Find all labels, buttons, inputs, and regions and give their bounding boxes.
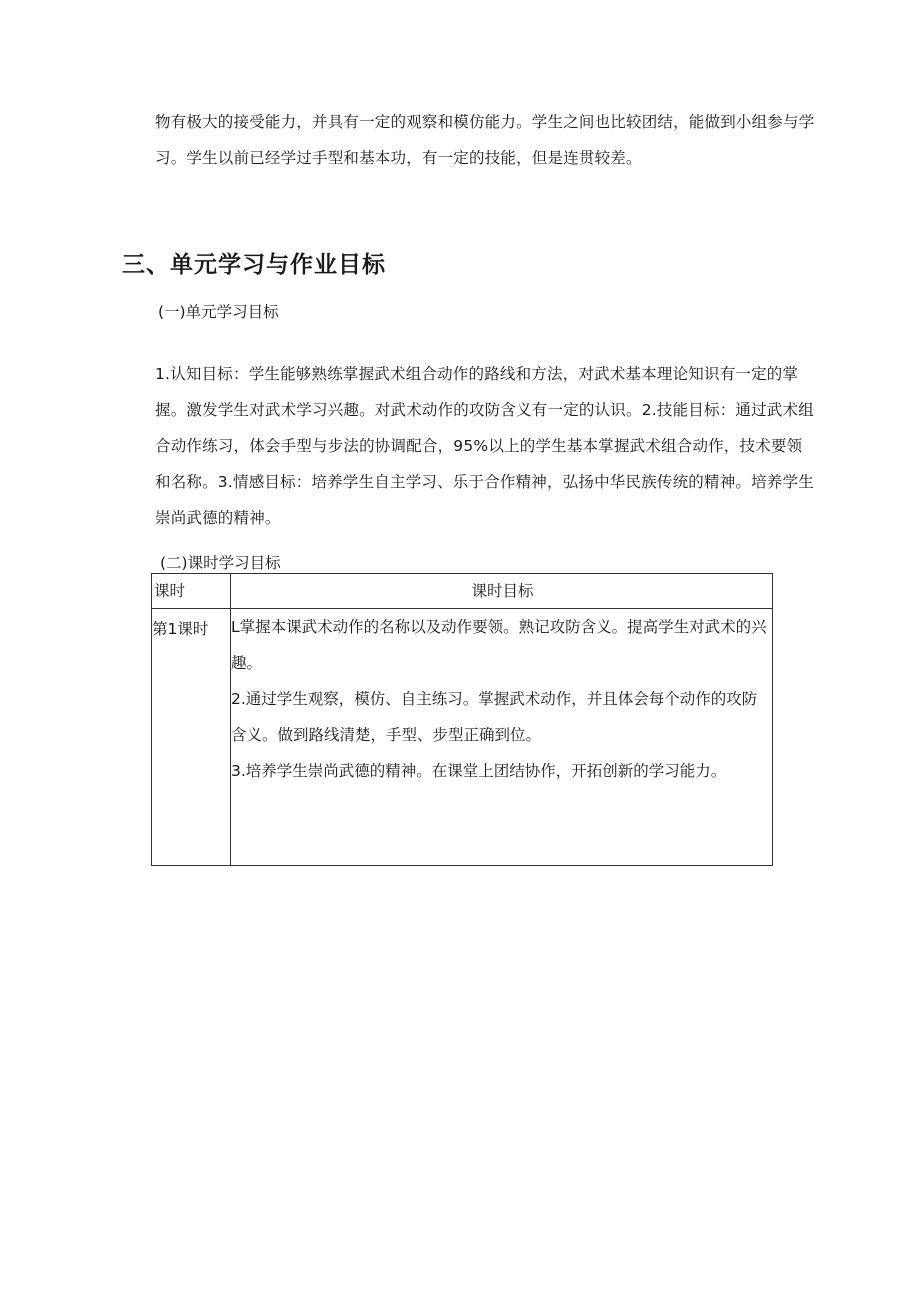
unit-goals-paragraph: 1.认知目标：学生能够熟练掌握武术组合动作的路线和方法，对武术基本理论知识有一定的掌握。激发学生对武术学习兴趣。对武术动作的攻防含义有一定的认识。2.技能目标：通过武术组合动作练习，体会手型与步法的协调配合，95%以上的学生基本掌握武术组合动作，技术要领和名称。3.情感目标：培养学生自主学习、乐于合作精神，弘扬中华民族传统的精神。培养学生崇尚武德的精神。	[155, 365, 814, 527]
goal-item: L掌握本课武术动作的名称以及动作要领。熟记攻防含义。提高学生对武术的兴趣。	[231, 618, 767, 672]
lesson-label: 第1课时	[152, 620, 209, 638]
goal-item: 3.培养学生崇尚武德的精神。在课堂上团结协作，开拓创新的学习能力。	[231, 762, 727, 780]
goal-item: 2.通过学生观察，模仿、自主练习。掌握武术动作，并且体会每个动作的攻防含义。做到路线清楚，手型、步型正确到位。	[231, 690, 758, 744]
header-cell-goals	[231, 574, 773, 609]
subsection-title-lesson-goals: (二)课时学习目标	[160, 554, 281, 572]
header-goals-label: 课时目标	[471, 582, 534, 600]
subsection-title-unit-goals: (一)单元学习目标	[158, 303, 279, 321]
goals-cell	[231, 609, 773, 866]
header-cell-lesson	[152, 574, 231, 609]
table-header-row	[152, 574, 773, 609]
table-row	[152, 609, 773, 866]
intro-paragraph: 物有极大的接受能力，并具有一定的观察和模仿能力。学生之间也比较团结，能做到小组参与学习。学生以前已经学过手型和基本功，有一定的技能，但是连贯较差。	[155, 113, 815, 167]
header-lesson-label: 课时	[154, 582, 186, 600]
section-heading: 三、单元学习与作业目标	[122, 252, 386, 278]
lesson-goals-table	[151, 573, 773, 866]
lesson-cell	[152, 609, 231, 866]
